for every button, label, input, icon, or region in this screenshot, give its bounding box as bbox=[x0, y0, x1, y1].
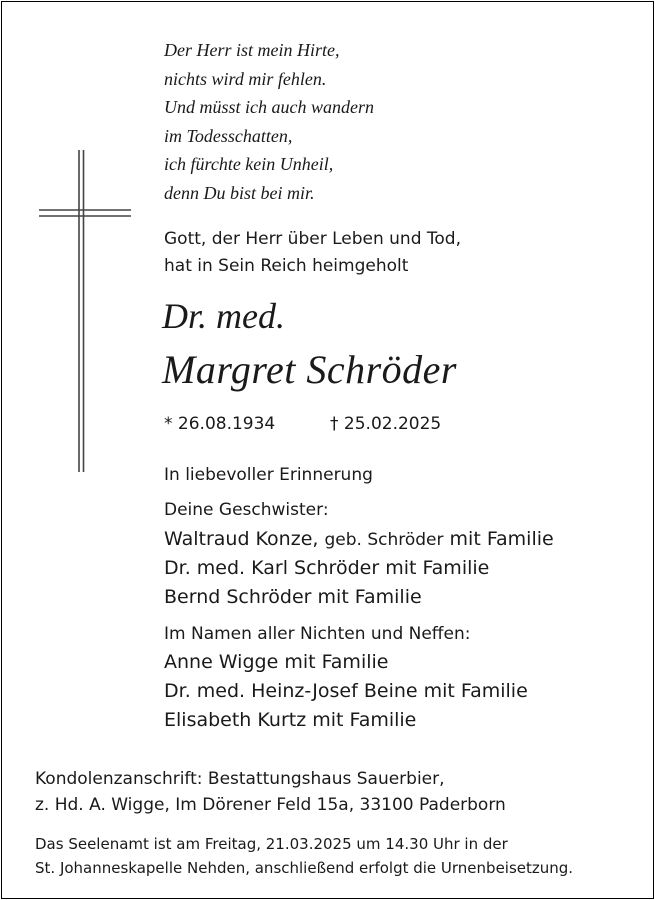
niece-entry bbox=[164, 650, 388, 674]
member-name: Anne Wigge bbox=[164, 651, 279, 673]
death-date: 25.02.2025 bbox=[343, 414, 442, 434]
member-suffix: mit Familie bbox=[284, 651, 389, 673]
death-symbol: † bbox=[330, 414, 339, 434]
intro-text bbox=[164, 226, 461, 280]
psalm-line: Und müsst ich auch wandern bbox=[164, 97, 374, 117]
member-suffix: mit Familie bbox=[385, 557, 490, 579]
member-name: Waltraud Konze, bbox=[164, 528, 319, 550]
memory-line: In liebevoller Erinnerung bbox=[164, 465, 373, 485]
member-name: Dr. med. Heinz-Josef Beine bbox=[164, 680, 418, 702]
sibling-entry bbox=[164, 585, 422, 609]
member-note: geb. Schröder bbox=[324, 530, 444, 550]
condolence-line: Kondolenzanschrift: Bestattungshaus Sauerbier, bbox=[35, 769, 445, 789]
condolence-address bbox=[35, 766, 506, 818]
psalm-line: Der Herr ist mein Hirte, bbox=[164, 40, 340, 60]
life-dates bbox=[164, 413, 441, 435]
psalm-line: ich fürchte kein Unheil, bbox=[164, 154, 334, 174]
sibling-entry bbox=[164, 527, 554, 552]
nieces-label: Im Namen aller Nichten und Neffen: bbox=[164, 624, 471, 644]
member-name: Bernd Schröder bbox=[164, 586, 312, 608]
member-suffix: mit Familie bbox=[423, 680, 528, 702]
deceased-name: Margret Schröder bbox=[162, 347, 457, 392]
intro-line: hat in Sein Reich heimgeholt bbox=[164, 256, 409, 276]
deceased-title: Dr. med. bbox=[162, 296, 285, 336]
niece-entry bbox=[164, 679, 528, 703]
member-suffix: mit Familie bbox=[312, 709, 417, 731]
member-suffix: mit Familie bbox=[317, 586, 422, 608]
siblings-label: Deine Geschwister: bbox=[164, 500, 329, 520]
psalm-line: im Todesschatten, bbox=[164, 125, 293, 146]
member-name: Dr. med. Karl Schröder bbox=[164, 557, 380, 579]
member-name: Elisabeth Kurtz bbox=[164, 709, 307, 731]
psalm-line: denn Du bist bei mir. bbox=[164, 182, 315, 203]
condolence-line: z. Hd. A. Wigge, Im Dörener Feld 15a, 33100 Paderborn bbox=[35, 795, 506, 815]
obituary-card bbox=[1, 1, 654, 899]
requiem-notice bbox=[35, 832, 573, 880]
cross-icon bbox=[39, 150, 131, 472]
psalm-line: nichts wird mir fehlen. bbox=[164, 68, 327, 89]
psalm-verse bbox=[164, 36, 374, 207]
intro-line: Gott, der Herr über Leben und Tod, bbox=[164, 229, 461, 249]
requiem-line: St. Johanneskapelle Nehden, anschließend erfolgt die Urnenbeisetzung. bbox=[35, 859, 574, 877]
birth-date: * 26.08.1934 bbox=[164, 414, 276, 434]
requiem-line: Das Seelenamt ist am Freitag, 21.03.2025 um 14.30 Uhr in der bbox=[35, 835, 508, 853]
member-suffix: mit Familie bbox=[449, 528, 554, 550]
niece-entry bbox=[164, 708, 416, 732]
sibling-entry bbox=[164, 556, 489, 580]
